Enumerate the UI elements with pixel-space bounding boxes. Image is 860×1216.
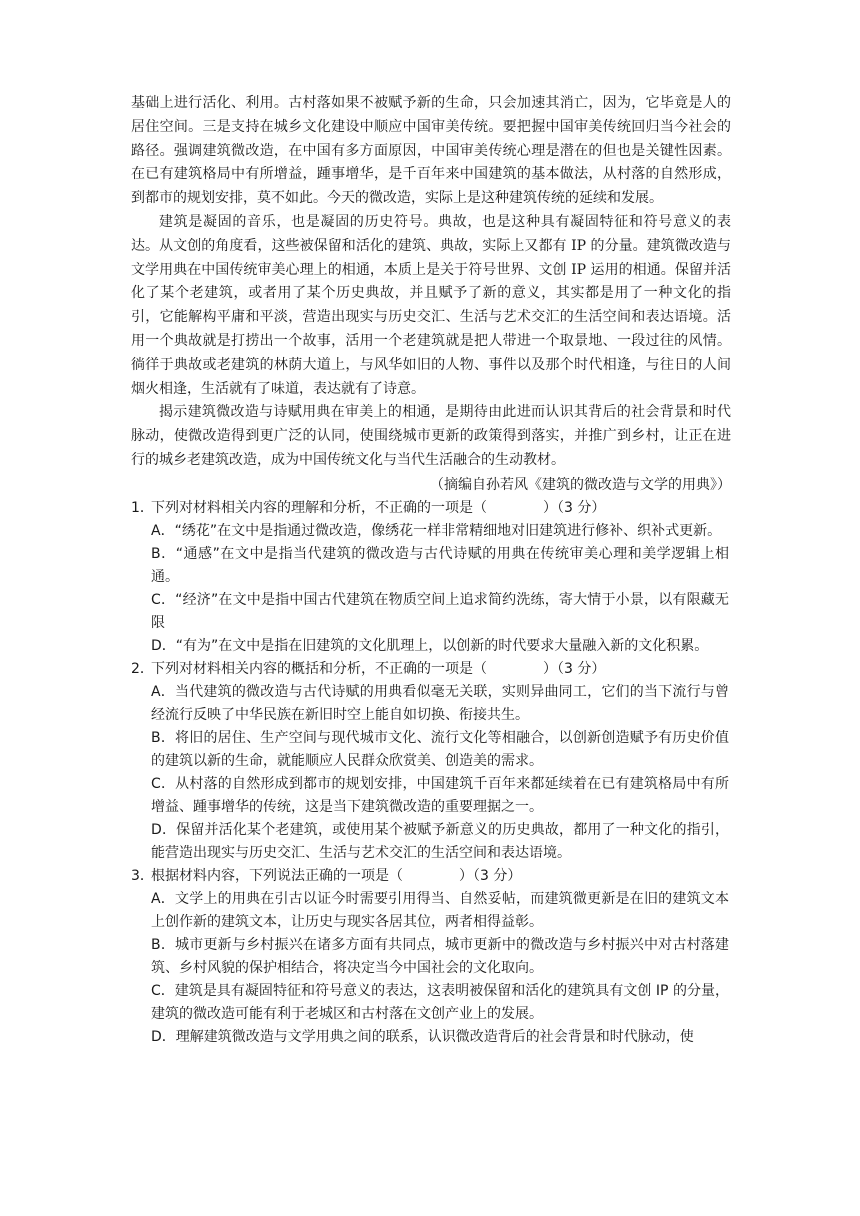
- question-text: 根据材料内容，下列说法正确的一项是（: [151, 867, 403, 884]
- question-score: ）（3 分）: [543, 660, 606, 677]
- question-stem: [131, 497, 741, 520]
- question-score: ）（3 分）: [543, 499, 606, 516]
- question-stem: [131, 865, 741, 888]
- option-a: A．文学上的用典在引古以证今时需要引用得当、自然妥帖，而建筑微更新是在旧的建筑文本上创作新的建筑文本，让历史与现实各居其位，两者相得益彰。: [151, 890, 729, 930]
- option-d: D．保留并活化某个老建筑，或使用某个被赋予新意义的历史典故，都用了一种文化的指引，能营造出现实与历史交汇、生活与艺术交汇的生活空间和表达语境。: [151, 821, 729, 861]
- question-1: [0, 497, 860, 658]
- option-a: A．“绣花”在文中是指通过微改造，像绣花一样非常精细地对旧建筑进行修补、织补式更新。: [151, 522, 722, 539]
- passage-source: （摘编自孙若风《建筑的微改造与文学的用典》）: [430, 476, 731, 493]
- option-c: C．“经济”在文中是指中国古代建筑在物质空间上追求简约洗练，寄大情于小景，以有限藏无限: [151, 591, 729, 631]
- passage-paragraph-3: 揭示建筑微改造与诗赋用典在审美上的相通，是期待由此进而认识其背后的社会背景和时代脉动，使微改造得到更广泛的认同，使围绕城市更新的政策得到落实，并推广到乡村，让正在进行的城乡老建筑改造，成为中国传统文化与当代生活融合的生动教材。: [131, 404, 731, 468]
- question-2: [0, 658, 860, 865]
- option-d: D．理解建筑微改造与文学用典之间的联系，认识微改造背后的社会背景和时代脉动，使: [151, 1028, 694, 1045]
- question-number: 3．: [131, 867, 154, 884]
- passage-paragraph-1: 基础上进行活化、利用。古村落如果不被赋予新的生命，只会加速其消亡，因为，它毕竟是人的居住空间。三是支持在城乡文化建设中顺应中国审美传统。要把握中国审美传统回归当今社会的路径。强调建筑微改造，在中国有多方面原因，中国审美传统心理是潜在的但也是关键性因素。在已有建筑格局中有所增益，踵事增华，是千百年来中国建筑的基本做法，从村落的自然形成，到都市的规划安排，莫不如此。今天的微改造，实际上是这种建筑传统的延续和发展。: [131, 95, 731, 207]
- option-d: D．“有为”在文中是指在旧建筑的文化肌理上，以创新的时代要求大量融入新的文化积累。: [151, 637, 709, 654]
- option-b: B．城市更新与乡村振兴在诸多方面有共同点，城市更新中的微改造与乡村振兴中对古村落建筑、乡村风貌的保护相结合，将决定当今中国社会的文化取向。: [151, 936, 729, 976]
- question-text: 下列对材料相关内容的概括和分析，不正确的一项是（: [151, 660, 487, 677]
- option-b: B．“通感”在文中是指当代建筑的微改造与古代诗赋的用典在传统审美心理和美学逻辑上相通。: [151, 545, 729, 585]
- option-c: C．建筑是具有凝固特征和符号意义的表达，这表明被保留和活化的建筑具有文创 IP 的分量，建筑的微改造可能有利于老城区和古村落在文创产业上的发展。: [151, 982, 729, 1022]
- question-score: ）（3 分）: [459, 867, 522, 884]
- option-c: C．从村落的自然形成到都市的规划安排，中国建筑千百年来都延续着在已有建筑格局中有所增益、踵事增华的传统，这是当下建筑微改造的重要理据之一。: [151, 775, 729, 815]
- question-number: 2．: [131, 660, 154, 677]
- question-text: 下列对材料相关内容的理解和分析，不正确的一项是（: [151, 499, 487, 516]
- reading-passage: [131, 92, 731, 473]
- question-stem: [131, 658, 741, 681]
- option-a: A．当代建筑的微改造与古代诗赋的用典看似毫无关联，实则异曲同工，它们的当下流行与曾经流行反映了中华民族在新旧时空上能自如切换、衔接共生。: [151, 683, 729, 723]
- passage-paragraph-2: 建筑是凝固的音乐，也是凝固的历史符号。典故，也是这种具有凝固特征和符号意义的表达。从文创的角度看，这些被保留和活化的建筑、典故，实际上又都有 IP 的分量。建筑微改造与文学用典在中国传统审美心理上的相通，本质上是关于符号世界、文创 IP 运用的相通。保留并活化了某个老建筑，或者用了某个历史典故，并且赋予了新的意义，其实都是用了一种文化的指引，它能解构平庸和平淡，营造出现实与历史交汇、生活与艺术交汇的生活空间和表达语境。活用一个典故就是打捞出一个故事，活用一个老建筑就是把人带进一个取景地、一段过往的风情。徜徉于典故或老建筑的林荫大道上，与风华如旧的人物、事件以及那个时代相逢，与往日的人间烟火相逢，生活就有了味道，表达就有了诗意。: [131, 213, 731, 397]
- question-number: 1．: [131, 499, 154, 516]
- option-b: B．将旧的居住、生产空间与现代城市文化、流行文化等相融合，以创新创造赋予有历史价值的建筑以新的生命，就能顺应人民群众欣赏美、创造美的需求。: [151, 729, 729, 769]
- question-3: [0, 865, 860, 1049]
